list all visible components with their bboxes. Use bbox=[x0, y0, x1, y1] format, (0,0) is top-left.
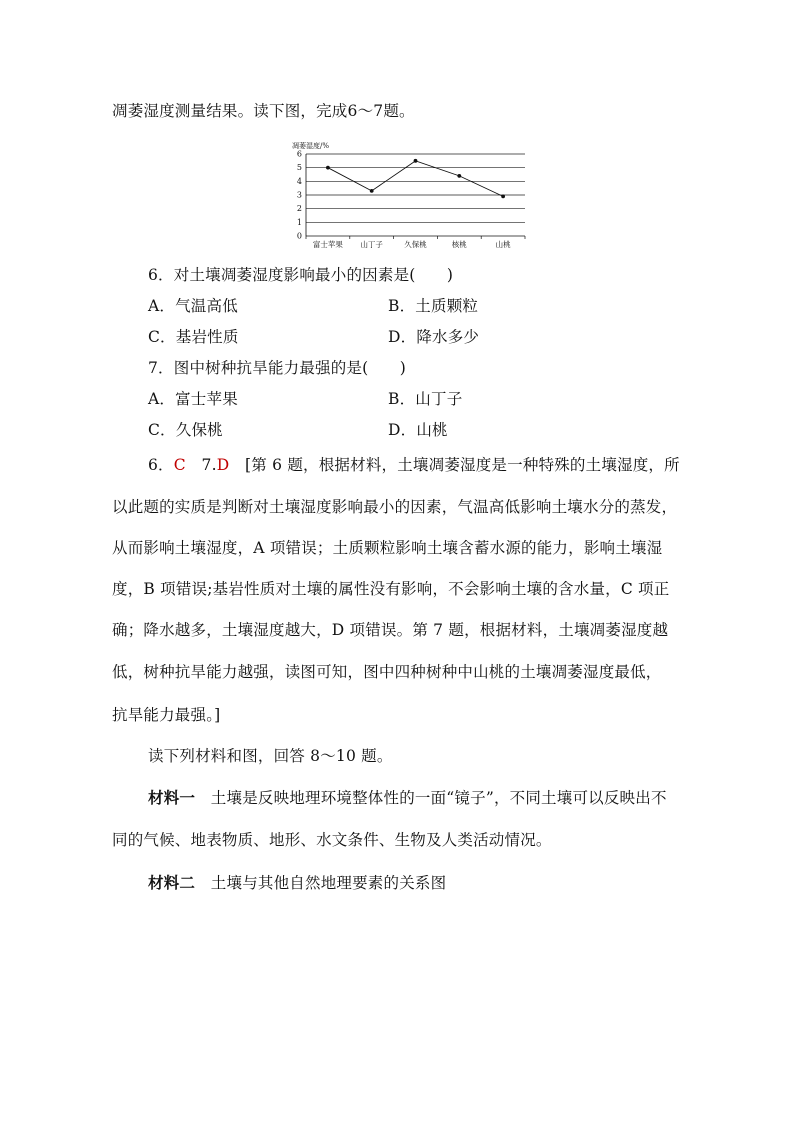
explanation-line-6: 低，树种抗旱能力越强，读图可知，图中四种树种中山桃的土壤凋萎湿度最低， bbox=[112, 663, 662, 681]
material1-text: 土壤是反映地理环境整体性的一面“镜子”，不同土壤可以反映出不 bbox=[195, 789, 667, 807]
explanation-line-5: 确；降水越多，土壤湿度越大，D 项错误。第 7 题，根据材料，土壤凋萎湿度越 bbox=[112, 621, 669, 639]
y-tick-label: 5 bbox=[296, 163, 302, 173]
material2-text: 土壤与其他自然地理要素的关系图 bbox=[195, 874, 447, 892]
data-point bbox=[370, 189, 374, 193]
q7-option-a: A．富士苹果 bbox=[148, 390, 238, 408]
chart-points bbox=[326, 159, 505, 198]
q6-option-b: B．土质颗粒 bbox=[388, 297, 479, 315]
answer-7: D bbox=[216, 456, 230, 474]
data-point bbox=[326, 166, 330, 170]
q7-stem: 7．图中树种抗旱能力最强的是( ) bbox=[148, 359, 407, 377]
q6-option-a: A．气温高低 bbox=[148, 297, 238, 315]
y-tick-label: 1 bbox=[296, 217, 302, 227]
data-point bbox=[501, 194, 505, 198]
chart-y-label: 凋萎湿度/% bbox=[292, 142, 330, 150]
x-tick-label: 山桃 bbox=[495, 240, 511, 249]
chart-grid bbox=[306, 154, 525, 222]
material1-line2: 同的气候、地表物质、地形、水文条件、生物及人类活动情况。 bbox=[112, 831, 552, 849]
chart-series-line bbox=[328, 161, 503, 197]
material1-label: 材料一 bbox=[148, 788, 196, 807]
q6-option-d: D．降水多少 bbox=[388, 328, 480, 346]
y-tick-label: 2 bbox=[296, 204, 302, 214]
material2-label: 材料二 bbox=[148, 873, 196, 892]
y-tick-label: 0 bbox=[296, 231, 302, 241]
chart-x-ticks bbox=[313, 239, 511, 249]
x-tick-label: 富士苹果 bbox=[312, 240, 343, 249]
material1-line1 bbox=[148, 788, 667, 808]
data-point bbox=[414, 159, 418, 163]
q7-option-c: C．久保桃 bbox=[148, 421, 223, 439]
data-point bbox=[457, 174, 461, 178]
explanation-line-4: 度，B 项错误;基岩性质对土壤的属性没有影响，不会影响土壤的含水量，C 项正 bbox=[112, 580, 670, 598]
q6-stem: 6．对土壤凋萎湿度影响最小的因素是( ) bbox=[148, 266, 454, 284]
x-tick-label: 山丁子 bbox=[360, 240, 383, 249]
material2-line bbox=[148, 873, 446, 893]
explanation-line-1: [第 6 题，根据材料，土壤凋萎湿度是一种特殊的土壤湿度，所 bbox=[229, 456, 680, 474]
explanation-line-2: 以此题的实质是判断对土壤湿度影响最小的因素，气温高低影响土壤水分的蒸发， bbox=[112, 498, 678, 516]
next-intro: 读下列材料和图，回答 8～10 题。 bbox=[148, 747, 393, 765]
intro-line: 凋萎湿度测量结果。读下图，完成6～7题。 bbox=[112, 102, 415, 120]
answer-6: C bbox=[173, 456, 186, 474]
answer-num-6: 6． bbox=[148, 456, 174, 474]
q6-option-c: C．基岩性质 bbox=[148, 328, 239, 346]
chart-y-ticks bbox=[297, 150, 302, 241]
y-tick-label: 4 bbox=[296, 176, 302, 186]
answer-num-7: 7. bbox=[185, 456, 217, 474]
y-tick-label: 6 bbox=[296, 149, 302, 159]
chart-axes bbox=[306, 154, 525, 239]
x-tick-label: 久保桃 bbox=[404, 240, 427, 249]
explanation-line-3: 从而影响土壤湿度，A 项错误；土质颗粒影响土壤含蓄水源的能力，影响土壤湿 bbox=[112, 539, 663, 557]
answer-first-line bbox=[148, 455, 680, 475]
x-tick-label: 核桃 bbox=[451, 240, 467, 249]
explanation-line-7: 抗旱能力最强。] bbox=[112, 706, 221, 724]
y-tick-label: 3 bbox=[296, 190, 302, 200]
q7-option-b: B．山丁子 bbox=[388, 390, 463, 408]
wilting-humidity-chart bbox=[288, 138, 538, 256]
q7-option-d: D．山桃 bbox=[388, 421, 448, 439]
